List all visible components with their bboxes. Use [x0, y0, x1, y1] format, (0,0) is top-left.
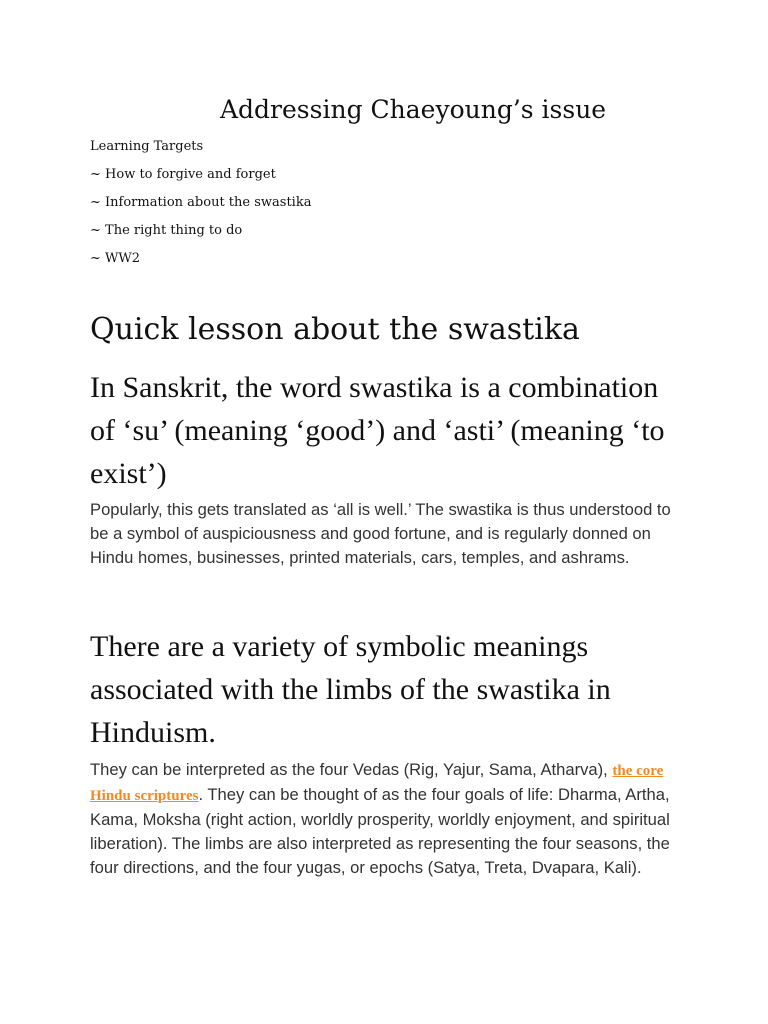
vedas-text-before-link: They can be interpreted as the four Vedas (Rig, Yajur, Sama, Atharva),: [90, 760, 613, 779]
learning-targets-list: [90, 138, 311, 278]
learning-target-item: ~ WW2: [90, 251, 141, 266]
learning-targets-label: Learning Targets: [90, 139, 204, 154]
vedas-text-after-link: . They can be thought of as the four goals of life: Dharma, Artha, Kama, Moksha (right action, worldly prosperity, worldly enjoyment, and spiritual liberation). The limbs are also interpreted as representing the four seasons, the four directions, and the four yugas, or epochs (Satya, Treta, Dvapara, Kali).: [90, 785, 670, 877]
popular-meaning-paragraph: Popularly, this gets translated as ‘all is well.’ The swastika is thus understood to be a symbol of auspiciousness and good fortune, and is regularly donned on Hindu homes, businesses, printed materials, cars, temples, and ashrams.: [90, 500, 671, 567]
sanskrit-heading: In Sanskrit, the word swastika is a combination of ‘su’ (meaning ‘good’) and ‘asti’ (meaning ‘to exist’): [90, 371, 665, 490]
core-hindu-scriptures-link[interactable]: the core Hindu scriptures: [90, 763, 664, 804]
learning-target-item: ~ How to forgive and forget: [90, 167, 276, 182]
symbolic-meanings-heading: There are a variety of symbolic meanings associated with the limbs of the swastika in Hinduism.: [90, 630, 611, 749]
document-title: Addressing Chaeyoung’s issue: [220, 95, 607, 124]
lesson-heading: Quick lesson about the swastika: [90, 312, 580, 347]
learning-target-item: ~ The right thing to do: [90, 223, 243, 238]
vedas-paragraph: [90, 758, 680, 880]
learning-target-item: ~ Information about the swastika: [90, 195, 312, 210]
